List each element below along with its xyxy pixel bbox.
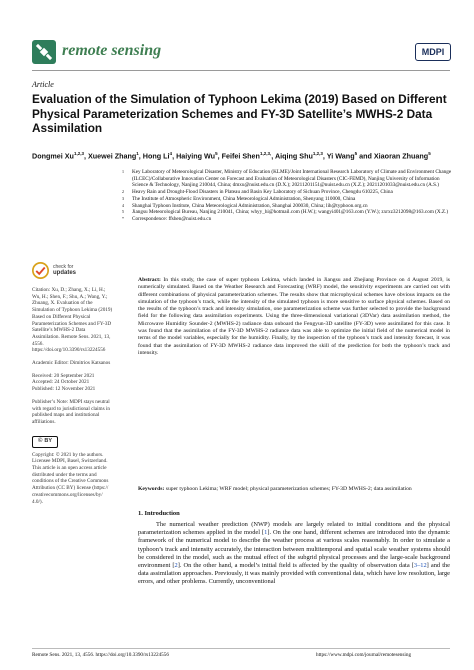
satellite-icon	[32, 40, 56, 64]
author-separator: ,	[322, 151, 327, 161]
affiliation-number: 4	[122, 202, 124, 208]
footer-divider	[32, 648, 450, 649]
author-name[interactable]: Xiaoran Zhuang	[373, 151, 429, 161]
author-affiliation-marker: 1,2,3	[73, 151, 84, 156]
keywords	[138, 486, 450, 493]
author-list	[32, 148, 452, 161]
citation-link[interactable]: 1	[264, 529, 268, 537]
keywords-label: Keywords:	[138, 486, 165, 492]
affiliation-list	[122, 169, 452, 223]
affiliation-item	[122, 169, 452, 189]
affiliation-text: Jiangsu Meteorological Bureau, Nanjing 210041, China; whyy_hi@hotmail.com (H.W.); wangyi401@163.com (Y.W.); zxrxz3212098@163.com (X.Z.)	[132, 209, 449, 216]
author-separator: ,	[217, 151, 222, 161]
cc-by-license-icon[interactable]: © BY	[32, 436, 58, 448]
affiliation-text: Correspondence: ffshen@nuist.edu.cn	[132, 215, 212, 222]
section-heading-introduction: 1. Introduction	[138, 510, 180, 517]
affiliation-number: 1	[122, 169, 124, 174]
header-divider	[32, 70, 450, 71]
affiliation-item	[122, 196, 452, 203]
affiliation-text: Key Laboratory of Meteorological Disaster, Ministry of Education (KLME)/Joint International Research Laboratory of Climate and Environment Change (ILCEC)/Collaborative Innovation Center on Forecast and Evaluation of Meteorological Disasters (CIC-FEMD), Nanjing University of Information Science & Technology, Nanjing 210044, China; dmxu@nuist.edu.cn (D.X.); 20211201151@nuist.edu.cn (X.Z.); 20211201033@nuist.edu.cn (A.S.)	[132, 169, 452, 189]
affiliation-text: The Institute of Atmospheric Environment, China Meteorological Administration, Shenyang 110000, China	[132, 195, 356, 202]
author-affiliation-marker: 4	[169, 151, 173, 156]
copyright-notice: Copyright: © 2021 by the authors. Licensee MDPI, Basel, Switzerland. This article is an open access article distributed under the terms and conditions of the Creative Commons Attribution (CC BY) license (https:// creativecommons.org/licenses/by/ 4.0/).	[32, 451, 109, 505]
mdpi-logo: MDPI	[415, 43, 451, 61]
received-date: Received: 20 September 2021	[32, 372, 95, 379]
author-affiliation-marker: 5	[215, 151, 218, 156]
sidebar	[32, 262, 114, 505]
author-separator: ,	[138, 151, 143, 161]
affiliation-text: Shanghai Typhoon Institute, China Meteorological Administration, Shanghai 200030, China; lih@typhoon.org.cn	[132, 202, 368, 209]
affiliation-text: Heavy Rain and Drought-Flood Disasters in Plateau and Basin Key Laboratory of Sichuan Province, Chengdu 610225, China	[132, 189, 393, 196]
check-for-updates-icon	[32, 262, 49, 279]
affiliation-number: 3	[122, 195, 124, 201]
author-name[interactable]: Dongmei Xu	[32, 151, 74, 161]
accepted-date: Accepted: 24 October 2021	[32, 379, 90, 386]
affiliation-number: 2	[122, 189, 124, 195]
article-title: Evaluation of the Simulation of Typhoon Lekima (2019) Based on Different Physical Parameterization Schemes and FY-3D Satellite’s MWHS-2 Data Assimilation	[32, 92, 447, 136]
author-affiliation-marker: 1	[136, 151, 139, 156]
author-separator: ,	[271, 151, 275, 161]
footer-journal-link[interactable]: https://www.mdpi.com/journal/remotesensing	[316, 652, 412, 658]
article-type: Article	[32, 80, 54, 89]
author-name[interactable]: Hong Li	[142, 151, 170, 161]
affiliation-item	[122, 209, 452, 216]
author-name[interactable]: Aiqing Shu	[274, 151, 313, 161]
journal-logo	[32, 40, 56, 64]
abstract-text: In this study, the case of super typhoon Lekima, which landed in Jiangsu and Zhejiang Province on 4 August 2019, is numerically simulated. Based on the Weather Research and Forecasting (WRF) model, the sensitivity experiments are carried out with different combinations of physical parameterization schemes. The results show that microphysical schemes have obvious impacts on the simulation of the typhoon’s track, while the intensity of the simulated typhoon is more sensitive to surface physical schemes. Based on the results of the typhoon’s track and intensity simulation, one parameterization scheme was further selected to provide the background field for the following data assimilation experiments. Using the three-dimensional variational (3DVar) data assimilation method, the Microwave Humidity Sounder-2 (MWHS-2) radiance data onboard the Fengyun-3D satellite (FY-3D) were assimilated for this case. It was found that the assimilation of the FY-3D MWHS-2 radiance data was able to optimize the initial field of the numerical model in terms of the model variables, especially for the humidity. Finally, by the inspection of the typhoon’s track and intensity forecast, it was found that the assimilation of FY-3D MWHS-2 radiance data improved the skill of the prediction for both the typhoon’s track and intensity.	[138, 277, 450, 356]
author-affiliation-marker: 5	[354, 151, 358, 156]
citation-link[interactable]: 2	[174, 562, 178, 570]
author-affiliation-marker: 1,2,3,	[259, 151, 272, 156]
keywords-text: super typhoon Lekima; WRF model; physical parameterization schemes; FY-3D MWHS-2; data assimilation	[165, 486, 412, 492]
citation-block: Citation: Xu, D.; Zhang, X.; Li, H.; Wu, H.; Shen, F.; Shu, A.; Wang, Y.; Zhuang, X. Evaluation of the Simulation of Typhoon Lekima (2019) Based on Different Physical Parameterization Schemes and FY-3D Satellite’s MWHS-2 Data Assimilation. Remote Sens. 2021, 13, 4556. https://doi.org/10.3390/rs13224556	[32, 287, 113, 354]
author-separator: and	[357, 151, 374, 161]
affiliation-item	[122, 216, 452, 223]
affiliation-number: *	[122, 215, 124, 221]
introduction-paragraph: The numerical weather prediction (NWP) models are largely related to initial conditions and the physical parameterization schemes applied in the model [1]. On the one hand, different schemes are introduced into the dynamic framework of the numerical model to describe the weather process at various scales reasonably. In order to simulate a typhoon’s track and intensity accurately, the interaction between multitemporal and spatial scale weather systems should be considered in the model, such as the mutual effect of the subgrid physical processes and the large-scale background environment [2]. On the other hand, a model’s initial field is affected by the quality of observation data [3–12] and the data assimilation approaches. Previously, it was mainly provided with conventional data, which have low resolution, large errors, and other problems. Currently, unconventional	[138, 521, 451, 586]
check-for-updates-label: check for updates	[53, 263, 77, 276]
journal-name: remote sensing	[62, 42, 162, 59]
academic-editor: Academic Editor: Dimitrios Katsanos	[32, 360, 111, 367]
footer-citation: Remote Sens. 2021, 13, 4556. https://doi.org/10.3390/rs13224556	[32, 652, 169, 658]
affiliation-item	[122, 189, 452, 196]
check-for-updates-button[interactable]	[32, 262, 114, 279]
abstract-label: Abstract:	[138, 277, 161, 283]
published-date: Published: 12 November 2021	[32, 386, 96, 393]
publisher-note: Publisher’s Note: MDPI stays neutral with regard to jurisdictional claims in published maps and institutional affiliations.	[32, 398, 110, 425]
author-affiliation-marker: 5	[428, 151, 431, 156]
affiliation-number: 5	[122, 209, 124, 215]
author-name[interactable]: Yi Wang	[326, 151, 355, 161]
author-name[interactable]: Feifei Shen	[221, 151, 260, 161]
abstract	[138, 277, 450, 357]
author-separator: ,	[172, 151, 177, 161]
author-name[interactable]: Xuewei Zhang	[87, 151, 137, 161]
author-separator: ,	[83, 151, 88, 161]
author-name[interactable]: Haiying Wu	[176, 151, 216, 161]
author-affiliation-marker: 1,2,3	[312, 151, 323, 156]
citation-link[interactable]: 3–12	[413, 562, 427, 570]
